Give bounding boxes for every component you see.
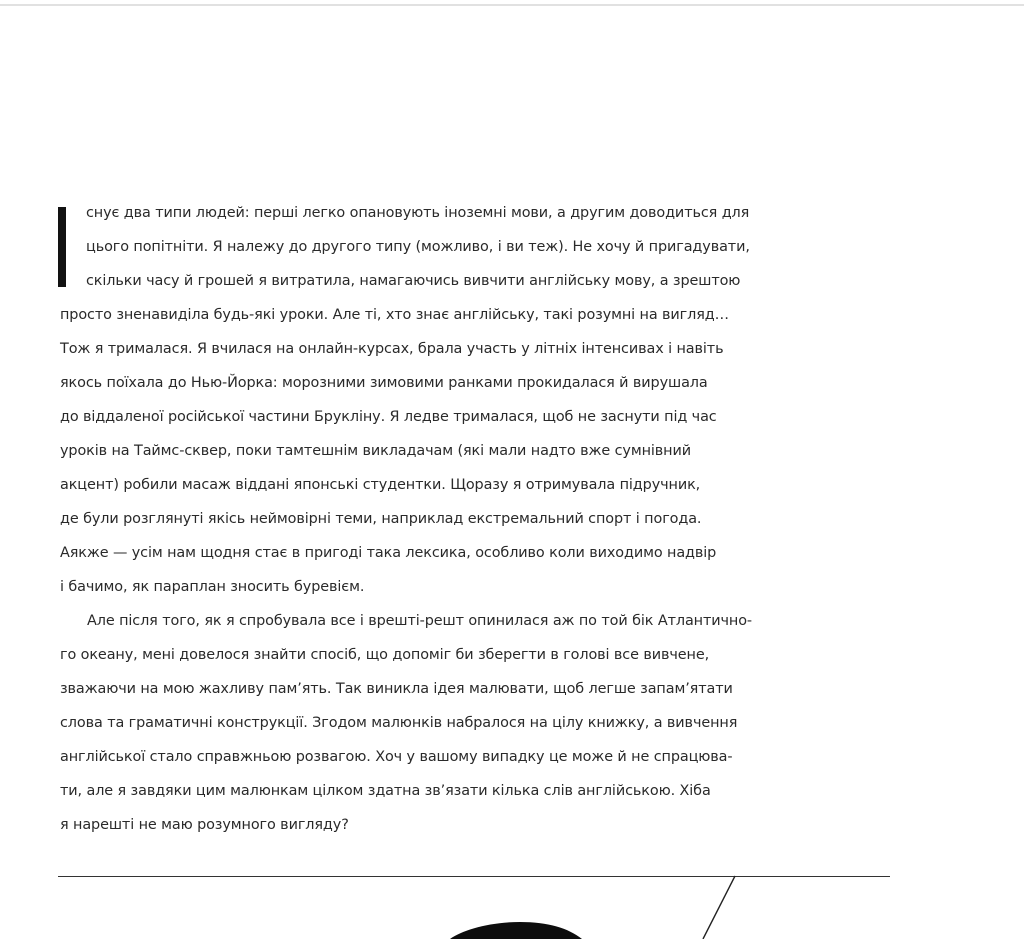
text-line: я нарешті не маю розумного вигляду?: [60, 817, 349, 833]
top-divider: [0, 4, 1024, 6]
paragraph-1: [60, 196, 900, 604]
ink-blob: [450, 922, 582, 939]
text-line: слова та граматичні конструкції. Згодом малюнків набралося на цілу книжку, а вивчення: [60, 715, 738, 731]
text-line: якось поїхала до Нью-Йорка: морозними зимовими ранками прокидалася й вирушала: [60, 375, 708, 391]
text-line: ти, але я завдяки цим малюнкам цілком здатна зв’язати кілька слів англійською. Хіба: [60, 783, 711, 799]
text-line: Аякже — усім нам щодня стає в пригоді така лексика, особливо коли виходимо надвір: [60, 545, 717, 561]
text-line: цього попітніти. Я належу до другого типу (можливо, і ви теж). Не хочу й пригадувати,: [86, 239, 750, 255]
text-line: скільки часу й грошей я витратила, намагаючись вивчити англійську мову, а зрештою: [86, 273, 741, 289]
text-line: уроків на Таймс-сквер, поки тамтешнім викладачам (які мали надто вже сумнівний: [60, 443, 691, 459]
sketch-illustration: [0, 870, 1024, 939]
text-line: Тож я трималася. Я вчилася на онлайн-курсах, брала участь у літніх інтенсивах і навіть: [60, 341, 724, 357]
text-line: і бачимо, як параплан зносить буревієм.: [60, 579, 365, 595]
text-line: просто зненавиділа будь-які уроки. Але ті, хто знає англійську, такі розумні на вигляд…: [60, 307, 729, 323]
text-line: зважаючи на мою жахливу пам’ять. Так виникла ідея малювати, щоб легше запам’ятати: [60, 681, 733, 697]
text-line: Але після того, як я спробувала все і врешті-решт опинилася аж по той бік Атлантично-: [87, 613, 753, 629]
text-line: го океану, мені довелося знайти спосіб, що допоміг би зберегти в голові все вивчене,: [60, 647, 710, 663]
text-line: снує два типи людей: перші легко опановують іноземні мови, а другим доводиться для: [86, 205, 750, 221]
body-text: [60, 196, 900, 842]
text-line: англійської стало справжньою розвагою. Хоч у вашому випадку це може й не спрацюва-: [60, 749, 733, 765]
text-line: де були розглянуті якісь неймовірні теми, наприклад екстремальний спорт і погода.: [60, 511, 702, 527]
text-line: до віддаленої російської частини Брукліну. Я ледве трималася, щоб не заснути під час: [60, 409, 717, 425]
paragraph-2: [60, 604, 900, 842]
pen-stroke: [703, 876, 735, 939]
text-line: акцент) робили масаж віддані японські студентки. Щоразу я отримувала підручник,: [60, 477, 701, 493]
